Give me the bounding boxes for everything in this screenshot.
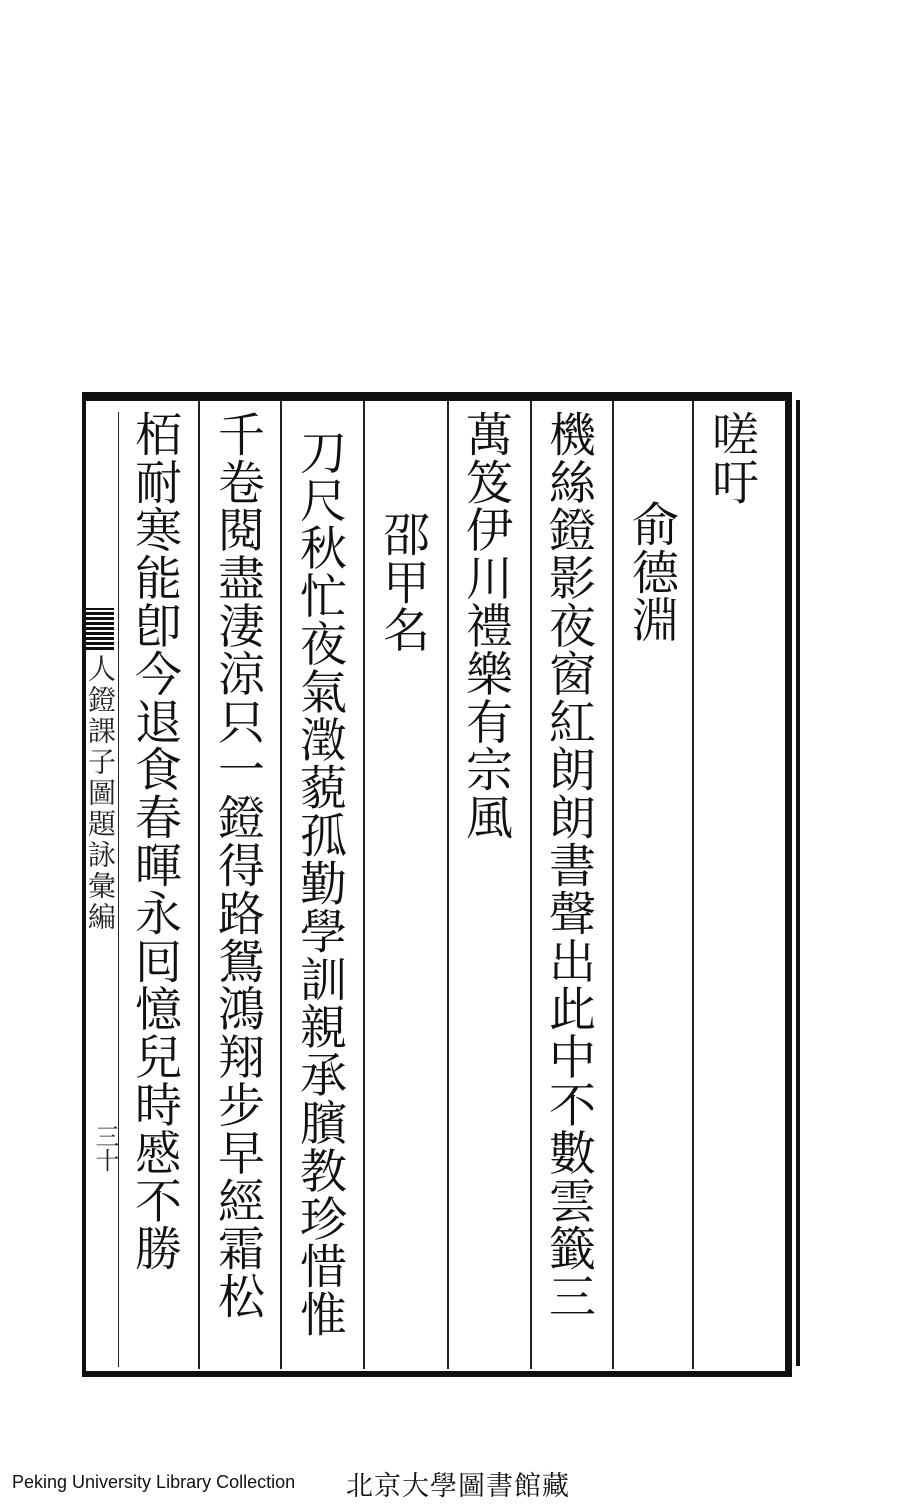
block-heart-spine	[84, 412, 119, 1367]
column-rule	[612, 401, 614, 1369]
library-credit-english: Peking University Library Collection	[12, 1472, 296, 1492]
poem-title: 嗟吁	[704, 410, 759, 506]
column-rule	[363, 401, 365, 1369]
verse-column: 機絲鐙影夜窗紅朗朗書聲出此中不數雲籤三	[541, 410, 596, 1321]
library-credit-chinese: 北京大學圖書館藏	[346, 1471, 570, 1502]
fish-tail-mark	[86, 608, 114, 650]
verse-column: 千卷閱盡淒涼只一鐙得路鴛鴻翔步早經霜松	[210, 410, 265, 1321]
author-name: 邵甲名	[375, 510, 430, 654]
page-edge	[796, 400, 800, 1366]
spine-page-number: 三十	[91, 1124, 119, 1172]
column-rule	[280, 401, 282, 1369]
spine-title: 人鐙課子圖題詠彙編	[84, 654, 117, 933]
column-rule	[198, 401, 200, 1369]
page-frame	[82, 392, 792, 1377]
verse-column: 栢耐寒能卽今退食春暉永囘憶兒時慼不勝	[127, 410, 182, 1273]
column-rule	[447, 401, 449, 1369]
verse-column: 萬笈伊川禮樂有宗風	[458, 410, 513, 842]
column-rule	[530, 401, 532, 1369]
column-rule	[692, 401, 694, 1369]
author-name: 俞德淵	[624, 500, 679, 644]
verse-column: 刀尺秋忙夜氣澂藐孤勤學訓親承臏教珍惜惟	[292, 428, 347, 1339]
